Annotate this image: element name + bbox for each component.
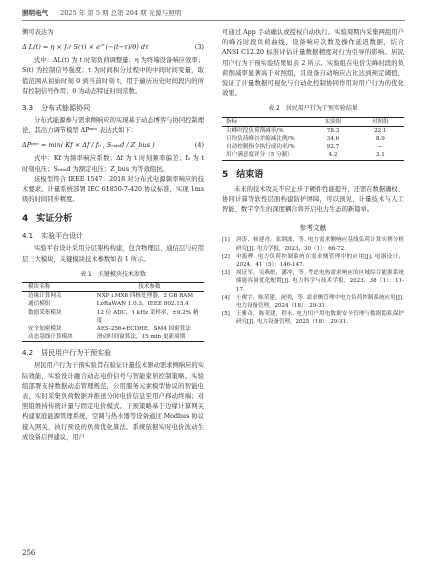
- table-header-cell: 实验组: [324, 118, 342, 125]
- table-2-caption: 表 2 居民用户行为干预实验结果: [268, 105, 358, 113]
- table-cell: 12 位 ADC，1 kHz 采样率，±0.2% 精度: [96, 309, 199, 324]
- table-cell: 22.1: [374, 127, 387, 134]
- table-cell: 92.7: [326, 144, 340, 151]
- table-header-row: [222, 117, 404, 126]
- reference-item: [222, 236, 404, 252]
- equation-3-expression: Δ L(t) = η × ∫₀ᵗ S(τ) × e^(−(t−τ)/θ) dτ: [22, 43, 149, 52]
- table-cell: 78.3: [326, 127, 340, 134]
- table-cell: 尖峰时段负荷削减率/%: [226, 127, 284, 134]
- table-2: [222, 117, 404, 161]
- running-header: [22, 8, 405, 20]
- table-row: [22, 309, 204, 325]
- section-4-heading: [22, 213, 204, 225]
- section-4-2-heading: [22, 348, 204, 358]
- equation-4: [22, 136, 204, 154]
- reference-item: [222, 269, 404, 294]
- reference-number: [3]: [222, 270, 230, 277]
- table-cell: 动态基线计算模块: [28, 334, 73, 341]
- table-row: [222, 126, 404, 135]
- table-cell: 8.9: [375, 136, 385, 143]
- equation-3: [22, 38, 204, 56]
- table-1: [22, 282, 204, 342]
- table-header-cell: 指标: [226, 118, 238, 125]
- journal-name: 照明电气: [22, 9, 48, 17]
- references-heading: 参考文献: [299, 224, 327, 233]
- section-title: 实验平台设计: [41, 232, 84, 241]
- section-3-3-heading: [22, 103, 204, 113]
- reference-text: 王俊字，陈荣建，祝明，等. 需求侧管理中电力负荷控制系统应用[J]. 电力设备管理，2024（18）：29-31.: [236, 294, 404, 310]
- table-row: [22, 300, 204, 308]
- equation-4-number: (4): [194, 141, 204, 150]
- table-cell: AES-256+ECDHE，SM4 国密算法: [96, 326, 191, 333]
- table-row: [222, 151, 404, 160]
- paragraph-eq4-explanation: 式中：Kf 为频率响应系数；Δf 为 t 时刻频率偏差；f₀ 为 t 时刻电压；Sᵣₐₜₑd 为额定电压；Z_bus 为等效阻抗。: [22, 155, 204, 173]
- reference-text: 王雅奇，陈荣建，程永. 电力用户用电数据安全管理与数据隐私保护研究[J]. 电力设备管理，2025（18）：29-31.: [236, 311, 404, 326]
- header-rule: [22, 20, 405, 21]
- section-title: 结束语: [236, 169, 264, 180]
- table-row: [22, 325, 204, 333]
- section-number: 4.1: [22, 232, 34, 241]
- table-cell: 34.6: [326, 136, 340, 143]
- table-cell: 日均负荷峰谷差缩减比例/%: [226, 136, 295, 143]
- reference-number: [2]: [222, 253, 230, 260]
- left-column: [22, 28, 204, 443]
- table-row: [22, 292, 204, 301]
- table-cell: 通信模组: [28, 301, 51, 308]
- paragraph-4-1: 实验平台设计采用分层架构构建，包含物理层、通信层与应用层三大模块，关键模块技术参数如表 1 所示。: [22, 245, 205, 263]
- section-number: 4: [22, 214, 29, 225]
- equation-4-expression: ΔPᵍᵉⁿ = min( Kf × Δf / f₀ , Sᵣₐₜₑd / Z_bus ): [22, 141, 155, 150]
- table-cell: 自动控制指令执行成功率/%: [226, 144, 295, 151]
- paragraph-conclusion: 未来的技术攻关不应止步于硬件性能提升，还需在数据确权、协同计算等软性层面构建防护屏障，可以预见，计量技术与人工智能、数字孪生的深度耦合将开启电力生态的新篇章。: [222, 185, 405, 214]
- reference-number: [5]: [222, 311, 230, 318]
- table-header-cell: 技术参数: [138, 284, 161, 291]
- intro-line: 侧可表达为: [22, 29, 54, 36]
- reference-list: [222, 236, 404, 326]
- section-number: 4.2: [22, 349, 34, 358]
- table-header-cell: 对照组: [371, 118, 389, 125]
- table-cell: 安全加密模块: [28, 326, 62, 333]
- table-cell: 3.1: [375, 152, 385, 159]
- table-cell: LoRaWAN 1.0.3，IEEE 802.15.4: [96, 301, 189, 308]
- paragraph-3-3: 分布式能源参与需求侧响应的实现基于动态博弈与协同控制理论，其出力调节模型 ΔPᵍᵉⁿ 表达式如下：: [22, 117, 205, 135]
- table-cell: 边缘计算网关: [28, 293, 62, 300]
- table-cell: —: [377, 144, 384, 151]
- table-cell: NXP i.MX8 四核处理器，2 GB RAM: [96, 293, 194, 300]
- paragraph-eq3-explanation: 式中：ΔL(t) 为 t 时刻负荷调整量；η 为终端设备响应效率；S(t) 为控制信号强度；τ 为时间积分过程中的中间时间变量，取值范围从初始时刻 0 到当前时刻 t，用于遍历历史时间段内的所有控制信号作用；θ 为动态特征时间常数。: [22, 57, 204, 95]
- reference-item: [222, 253, 404, 269]
- section-title: 实证分析: [36, 214, 73, 225]
- section-number: 3.3: [22, 104, 34, 113]
- table-header-row: [22, 283, 204, 292]
- table-header-cell: 模块名称: [28, 284, 51, 291]
- section-number: 5: [222, 169, 229, 180]
- section-title: 居民用户行为干预实验: [41, 349, 112, 358]
- table-cell: 4.2: [328, 152, 338, 159]
- page-number: 256: [22, 549, 36, 557]
- issue-info: 2025 年 第 5 期 总第 204 期 光源与照明: [60, 9, 182, 17]
- reference-number: [4]: [222, 294, 230, 301]
- reference-text: 周证军，吴燕彪，潘冲，等. 考虑电热需求响应的区域综合能源系统储能容量优化配置[J]. 电力科学与技术学报，2023，38（1）：11-17.: [236, 270, 404, 293]
- reference-text: 唐涛，杨建青，张钢波，等. 电力需求侧响应基线负荷计算实例分析研究[J]. 电力学报，2023，30（1）：66-72.: [236, 237, 404, 252]
- reference-item: [222, 310, 404, 326]
- table-1-caption: 表 1 关键模块技术参数: [80, 270, 146, 278]
- table-row: [22, 333, 204, 342]
- equation-3-number: (3): [194, 43, 204, 52]
- paragraph-continued: 可通过 App 手动确认或授权自动执行。实验周期内采集两组用户的峰谷时段负荷曲线、设备响应次数及操作延迟数据，结合 ANSI C12.20 标准评估计量数据精度对行为引导的影响。居民用户行为干预实验结果如表 2 所示。实验组在电价尖峰时段的负荷削减率显著高于对照组，且设备自动响应占比达到预定阈值，验证了计量数据可视化与自动化控制协同作用对用户行为的优化效果。: [222, 29, 404, 98]
- table-cell: 数据采集模块: [28, 309, 62, 316]
- section-title: 分布式能源协同: [41, 104, 91, 113]
- table-row: [222, 135, 404, 143]
- right-column: [222, 28, 404, 327]
- paragraph-4-2: 居民用户行为干预实验旨在验证计量技术驱动需求侧响应的实际效能，实验设计融合动态电价信号与智能家居控制策略。实验组部署支持数据动态管理规范，公用服务元素模型协议的智能电表，实时采集负荷数据并推送分时电价信息至用户移动终端；对照组维持传统计量与固定电价模式。干预策略基于边缘计算网关构建家庭能源管理系统，空调与热水器等设备通过 Modbus 协议接入网关，执行预设的负荷优化算法。系统依据实时电价波动生成设备启停建议，用户: [22, 362, 205, 441]
- paragraph-ieee: 该模型符合 IEEE 1547：2018 对分布式电源频率响应的技术要求。计量系统部署 IEC 61850-7-420 协议标准，实现 1ms 级的时间同步精度。: [22, 175, 204, 204]
- table-cell: 滑动时间窗算法，15 min 更新周期: [96, 334, 186, 341]
- table-cell: 用户满意度评分（5 分制）: [226, 152, 293, 159]
- table-row: [222, 143, 404, 151]
- section-4-1-heading: [22, 231, 204, 241]
- reference-text: 申振桦. 电力负荷控制系统在需求侧管理中的应用[J]. 电器设计，2024，41（5）：146-147.: [236, 253, 404, 269]
- reference-number: [1]: [222, 237, 230, 244]
- reference-item: [222, 294, 404, 310]
- section-5-heading: [222, 169, 404, 181]
